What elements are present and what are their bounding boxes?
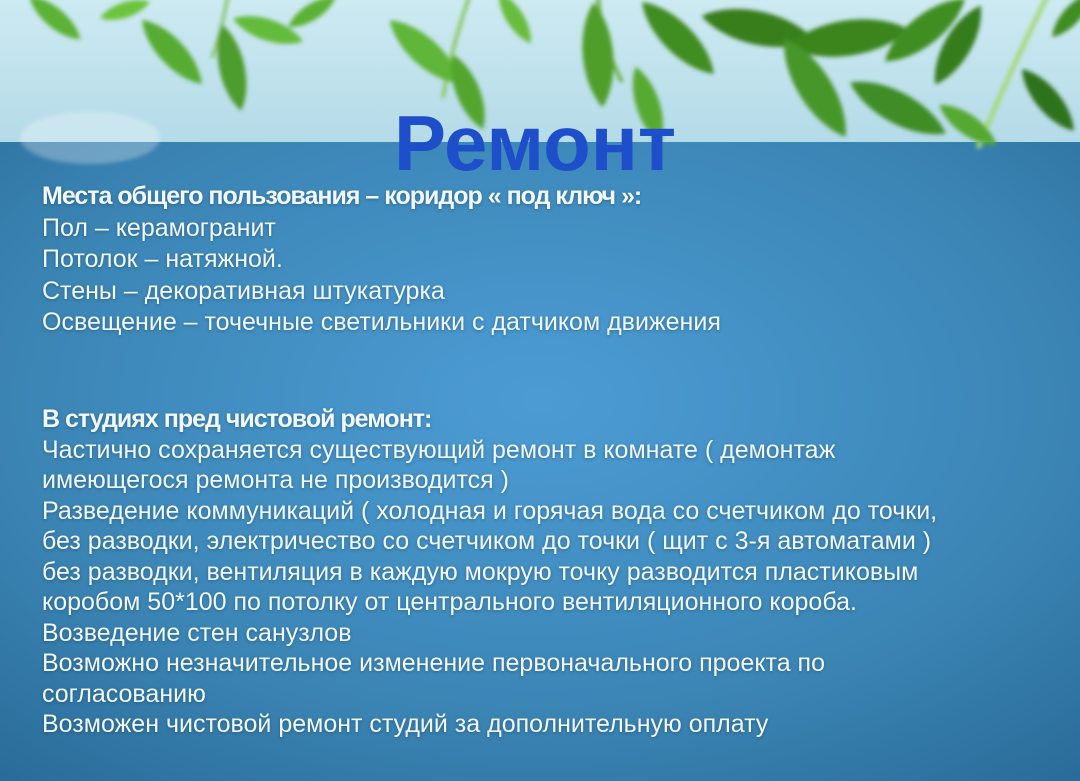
section-studios-repair [42,404,937,740]
body-line: Возможен чистовой ремонт студий за дополнительную оплату [42,710,769,738]
body-line: Стены – декоративная штукатурка [42,276,445,305]
slide-header-image [0,0,1080,188]
body-line: Возможно незначительное изменение первоначального проекта по [42,649,825,677]
body-line: коробом 50*100 по потолку от центрального вентиляционного короба. [42,588,857,616]
section-heading: В студиях пред чистовой ремонт: [42,405,432,433]
body-line: имеющегося ремонта не производится ) [42,466,509,494]
body-line: без разводки, вентиляция в каждую мокрую точку разводится пластиковым [42,557,919,586]
body-line: Возведение стен санузлов [42,618,352,647]
section-heading: Места общего пользования – коридор « под ключ »: [42,182,642,210]
body-line: Разведение коммуникаций ( холодная и горячая вода со счетчиком до точки, [42,496,938,525]
body-line: Частично сохраняется существующий ремонт в комнате ( демонтаж [42,435,836,464]
section-common-areas [42,181,721,339]
body-line: согласованию [42,679,206,708]
body-line: Пол – керамогранит [42,213,276,242]
body-line: без разводки, электричество со счетчиком до точки ( щит с 3-я автоматами ) [42,527,932,555]
body-line: Потолок – натяжной. [42,245,283,273]
body-line: Освещение – точечные светильники с датчиком движения [42,308,721,336]
slide-title: Ремонт [393,99,677,188]
